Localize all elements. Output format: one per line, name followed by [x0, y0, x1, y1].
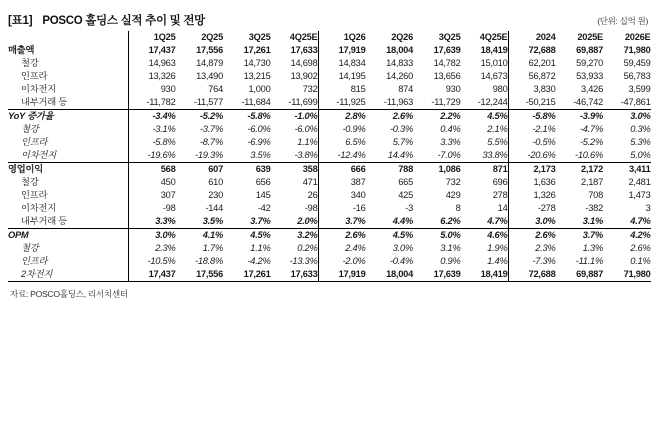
table-number-tag: [표1]	[8, 15, 33, 27]
cell-value: 5.0%	[630, 149, 651, 160]
cell-value: 2.2%	[413, 110, 461, 124]
cell-value: 2.4%	[318, 242, 366, 255]
cell-value: -10.5%	[128, 255, 176, 268]
row-label: 매출액	[8, 44, 35, 55]
table-row	[8, 83, 651, 96]
cell-value: 14,833	[386, 57, 413, 68]
page-title: POSCO 홀딩스 실적 추이 및 전망	[42, 15, 205, 27]
cell-value: 639	[223, 163, 271, 177]
cell-value: 18,004	[366, 268, 414, 282]
cell-value: 3.3%	[128, 215, 176, 229]
cell-value: 607	[176, 163, 224, 177]
cell-value: -11,699	[288, 96, 318, 107]
cell-value: 4.2%	[603, 229, 651, 243]
row-label: 철강	[21, 242, 39, 253]
cell-value: 5.5%	[487, 136, 508, 147]
table-row	[8, 123, 651, 136]
cell-value: 387	[318, 176, 366, 189]
cell-value: 17,261	[243, 44, 271, 55]
cell-value: 3	[645, 202, 651, 213]
cell-value: -42	[257, 202, 271, 213]
cell-value: 14,195	[318, 70, 366, 83]
cell-value: 1,473	[628, 189, 651, 200]
cell-value: 278	[492, 189, 508, 200]
cell-value: -16	[318, 202, 366, 215]
figure-header	[8, 6, 650, 28]
cell-value: 2.6%	[630, 242, 651, 253]
cell-value: 568	[128, 163, 176, 177]
cell-value: -5.8%	[128, 136, 176, 149]
row-label: 2차전지	[8, 268, 128, 282]
cell-value: -278	[508, 202, 556, 215]
cell-value: 3,599	[628, 83, 651, 94]
column-header-2026e: 2026E	[624, 31, 651, 42]
table-row	[8, 255, 651, 268]
cell-value: 471	[302, 176, 318, 187]
cell-value: 17,437	[128, 268, 176, 282]
column-header-4q26e: 4Q25E	[479, 31, 508, 42]
column-header-label	[8, 31, 128, 44]
cell-value: -11,577	[193, 96, 223, 107]
cell-value: -2.0%	[318, 255, 366, 268]
cell-value: 1,000	[248, 83, 271, 94]
source-note: 자료: POSCO홀딩스, 리서치센터	[10, 289, 128, 299]
cell-value: -3.7%	[199, 123, 223, 134]
column-header-2025e: 2025E	[577, 31, 603, 42]
cell-value: 3.7%	[556, 229, 604, 243]
cell-value: 4.5%	[223, 229, 271, 243]
row-label: 철강	[21, 176, 39, 187]
table-row	[8, 70, 651, 83]
cell-value: 69,887	[576, 44, 603, 55]
column-header-2024: 2024	[508, 31, 556, 44]
cell-value: 3.0%	[603, 110, 651, 124]
cell-value: 69,887	[556, 268, 604, 282]
cell-value: 0.1%	[630, 255, 651, 266]
cell-value: 764	[208, 83, 223, 94]
cell-value: 3.5%	[250, 149, 271, 160]
table-row	[8, 176, 651, 189]
cell-value: -12,244	[477, 96, 508, 107]
cell-value: 62,201	[508, 57, 556, 70]
cell-value: 429	[445, 189, 461, 200]
table-row	[8, 136, 651, 149]
cell-value: 1,326	[508, 189, 556, 202]
row-label: YoY 증가율	[8, 110, 128, 124]
cell-value: -98	[128, 202, 176, 215]
cell-value: 4.5%	[461, 110, 509, 124]
cell-value: -6.0%	[247, 123, 271, 134]
column-header-3q26: 3Q25	[438, 31, 461, 42]
cell-value: -2.1%	[508, 123, 556, 136]
cell-value: -6.0%	[294, 123, 318, 134]
cell-value: 307	[128, 189, 176, 202]
cell-value: 17,919	[318, 268, 366, 282]
cell-value: 3.7%	[250, 215, 271, 226]
cell-value: 14,730	[243, 57, 271, 68]
figure-title-group	[8, 12, 205, 28]
cell-value: 2.6%	[508, 229, 556, 243]
cell-value: -8.7%	[199, 136, 223, 147]
cell-value: 815	[318, 83, 366, 96]
cell-value: 5.7%	[392, 136, 413, 147]
cell-value: 871	[461, 163, 509, 177]
table-row	[8, 57, 651, 70]
cell-value: 17,633	[290, 44, 318, 55]
cell-value: -382	[585, 202, 603, 213]
cell-value: 666	[318, 163, 366, 177]
cell-value: 18,004	[386, 44, 413, 55]
cell-value: -46,742	[573, 96, 603, 107]
cell-value: 3.0%	[128, 229, 176, 243]
cell-value: -11,925	[318, 96, 366, 110]
cell-value: 2,172	[556, 163, 604, 177]
row-label: 내부거래 등	[21, 215, 67, 226]
cell-value: 4.5%	[366, 229, 414, 243]
cell-value: 56,783	[623, 70, 651, 81]
row-label: 이차전지	[21, 202, 56, 213]
cell-value: 14,834	[318, 57, 366, 70]
cell-value: 17,639	[413, 268, 461, 282]
cell-value: 5.3%	[630, 136, 651, 147]
cell-value: 980	[492, 83, 508, 94]
cell-value: 13,326	[128, 70, 176, 83]
cell-value: 14.4%	[387, 149, 413, 160]
cell-value: -47,861	[620, 96, 651, 107]
cell-value: 13,215	[243, 70, 271, 81]
cell-value: 59,459	[623, 57, 651, 68]
cell-value: -3.4%	[128, 110, 176, 124]
cell-value: 2.3%	[128, 242, 176, 255]
cell-value: -19.6%	[128, 149, 176, 163]
cell-value: -3	[405, 202, 413, 213]
cell-value: -3.1%	[128, 123, 176, 136]
row-label: 이차전지	[21, 149, 56, 160]
cell-value: -11,782	[128, 96, 176, 110]
unit-note: (단위: 십억 원)	[597, 16, 648, 26]
cell-value: 1.1%	[297, 136, 318, 147]
cell-value: 17,556	[196, 44, 223, 55]
cell-value: 71,980	[623, 44, 651, 55]
table-row	[8, 202, 651, 215]
cell-value: 3.0%	[392, 242, 413, 253]
cell-value: 13,490	[196, 70, 223, 81]
cell-value: -3.9%	[556, 110, 604, 124]
cell-value: 1.1%	[250, 242, 271, 253]
cell-value: 4.7%	[487, 215, 508, 226]
table-row	[8, 242, 651, 255]
cell-value: 26	[307, 189, 318, 200]
cell-value: 708	[588, 189, 603, 200]
cell-value: 732	[302, 83, 318, 94]
cell-value: 17,639	[433, 44, 461, 55]
cell-value: 72,688	[508, 268, 556, 282]
row-label: 내부거래 등	[21, 96, 67, 107]
cell-value: 14,698	[290, 57, 318, 68]
row-label: 인프라	[21, 136, 48, 147]
column-header-1q26: 1Q26	[318, 31, 366, 44]
cell-value: 930	[445, 83, 461, 94]
cell-value: 33.8%	[482, 149, 508, 160]
cell-value: 72,688	[508, 44, 556, 57]
cell-value: 3,411	[603, 163, 651, 177]
cell-value: -5.2%	[579, 136, 603, 147]
table-row	[8, 96, 651, 110]
table-row	[8, 189, 651, 202]
cell-value: 3,426	[580, 83, 603, 94]
cell-value: 425	[398, 189, 413, 200]
row-label: 이차전지	[21, 83, 56, 94]
cell-value: -11,729	[431, 96, 461, 107]
cell-value: 2.6%	[366, 110, 414, 124]
row-label: 인프라	[21, 70, 48, 81]
cell-value: 71,980	[603, 268, 651, 282]
cell-value: 665	[398, 176, 413, 187]
cell-value: -19.3%	[195, 149, 223, 160]
cell-value: 6.2%	[440, 215, 461, 226]
cell-value: 59,270	[576, 57, 603, 68]
cell-value: 17,633	[271, 268, 319, 282]
cell-value: -3.8%	[294, 149, 318, 160]
cell-value: -7.0%	[437, 149, 461, 160]
cell-value: -144	[205, 202, 223, 213]
row-label: OPM	[8, 229, 128, 243]
column-header-1q25: 1Q25	[128, 31, 176, 44]
cell-value: 874	[398, 83, 413, 94]
cell-value: 2,481	[628, 176, 651, 187]
table-row	[8, 229, 651, 243]
table-header-row	[8, 31, 651, 44]
column-header-2q26: 2Q26	[391, 31, 413, 42]
row-label: 철강	[21, 57, 39, 68]
cell-value: -0.3%	[389, 123, 413, 134]
cell-value: -11,684	[241, 96, 271, 107]
cell-value: -98	[304, 202, 318, 213]
table-row	[8, 110, 651, 124]
table-row	[8, 163, 651, 177]
cell-value: -50,215	[508, 96, 556, 110]
column-header-4q25e: 4Q25E	[289, 31, 318, 42]
cell-value: 2,187	[580, 176, 603, 187]
column-header-2q25: 2Q25	[201, 31, 223, 42]
cell-value: 732	[445, 176, 461, 187]
cell-value: 3.2%	[271, 229, 319, 243]
cell-value: -12.4%	[318, 149, 366, 163]
cell-value: -7.3%	[508, 255, 556, 268]
table-row	[8, 215, 651, 229]
cell-value: 3,830	[508, 83, 556, 96]
cell-value: 1.4%	[487, 255, 508, 266]
cell-value: 8	[455, 202, 461, 213]
cell-value: 1,086	[413, 163, 461, 177]
cell-value: 3.1%	[582, 215, 603, 226]
cell-value: 2,173	[508, 163, 556, 177]
cell-value: -0.4%	[389, 255, 413, 266]
cell-value: -10.6%	[575, 149, 603, 160]
cell-value: 4.7%	[630, 215, 651, 226]
cell-value: 0.4%	[440, 123, 461, 134]
cell-value: -5.8%	[223, 110, 271, 124]
cell-value: 17,261	[223, 268, 271, 282]
cell-value: 6.5%	[318, 136, 366, 149]
cell-value: -1.0%	[271, 110, 319, 124]
cell-value: 17,437	[128, 44, 176, 57]
cell-value: 14,879	[196, 57, 223, 68]
cell-value: 56,872	[508, 70, 556, 83]
cell-value: 3.3%	[440, 136, 461, 147]
table-row	[8, 44, 651, 57]
cell-value: 2.6%	[318, 229, 366, 243]
cell-value: -18.8%	[195, 255, 223, 266]
cell-value: 2.0%	[297, 215, 318, 226]
cell-value: -0.5%	[508, 136, 556, 149]
cell-value: 788	[366, 163, 414, 177]
cell-value: 18,419	[461, 268, 509, 282]
cell-value: -5.2%	[176, 110, 224, 124]
cell-value: -4.7%	[579, 123, 603, 134]
cell-value: 14,673	[480, 70, 508, 81]
cell-value: 3.0%	[508, 215, 556, 229]
cell-value: 5.0%	[413, 229, 461, 243]
cell-value: 14,260	[386, 70, 413, 81]
cell-value: 14,782	[433, 57, 461, 68]
financial-table	[8, 31, 651, 282]
cell-value: 1,636	[508, 176, 556, 189]
cell-value: 2.1%	[487, 123, 508, 134]
table-row	[8, 268, 651, 282]
cell-value: 3.5%	[202, 215, 223, 226]
cell-value: 15,010	[480, 57, 508, 68]
table-row	[8, 149, 651, 163]
cell-value: -13.3%	[289, 255, 318, 266]
cell-value: 0.9%	[440, 255, 461, 266]
cell-value: 4.6%	[461, 229, 509, 243]
cell-value: -11,963	[383, 96, 413, 107]
cell-value: 4.4%	[392, 215, 413, 226]
cell-value: 17,556	[176, 268, 224, 282]
cell-value: 3.1%	[440, 242, 461, 253]
cell-value: 14,963	[128, 57, 176, 70]
cell-value: 610	[208, 176, 223, 187]
row-label: 인프라	[21, 189, 48, 200]
cell-value: 656	[255, 176, 271, 187]
cell-value: 13,902	[290, 70, 318, 81]
cell-value: 1.9%	[487, 242, 508, 253]
cell-value: -20.6%	[508, 149, 556, 163]
cell-value: 1.3%	[582, 242, 603, 253]
row-label: 영업이익	[8, 163, 128, 177]
cell-value: 2.3%	[508, 242, 556, 255]
cell-value: 2.8%	[318, 110, 366, 124]
table-body	[8, 44, 651, 282]
cell-value: 14	[497, 202, 508, 213]
cell-value: 53,933	[576, 70, 603, 81]
cell-value: -4.2%	[247, 255, 271, 266]
cell-value: -11.1%	[575, 255, 603, 266]
cell-value: 230	[208, 189, 223, 200]
table-header	[8, 31, 651, 44]
cell-value: 17,919	[318, 44, 366, 57]
cell-value: 450	[128, 176, 176, 189]
cell-value: 1.7%	[202, 242, 223, 253]
cell-value: 340	[318, 189, 366, 202]
cell-value: 0.2%	[297, 242, 318, 253]
cell-value: -6.9%	[247, 136, 271, 147]
cell-value: 358	[271, 163, 319, 177]
cell-value: 3.7%	[318, 215, 366, 229]
cell-value: 4.1%	[176, 229, 224, 243]
cell-value: 930	[128, 83, 176, 96]
column-header-3q25: 3Q25	[248, 31, 271, 42]
cell-value: 13,656	[433, 70, 461, 81]
cell-value: 696	[492, 176, 508, 187]
row-label: 인프라	[21, 255, 48, 266]
row-label: 철강	[21, 123, 39, 134]
cell-value: 145	[255, 189, 271, 200]
cell-value: 0.3%	[630, 123, 651, 134]
cell-value: -0.9%	[318, 123, 366, 136]
cell-value: -5.8%	[508, 110, 556, 124]
cell-value: 18,419	[480, 44, 508, 55]
